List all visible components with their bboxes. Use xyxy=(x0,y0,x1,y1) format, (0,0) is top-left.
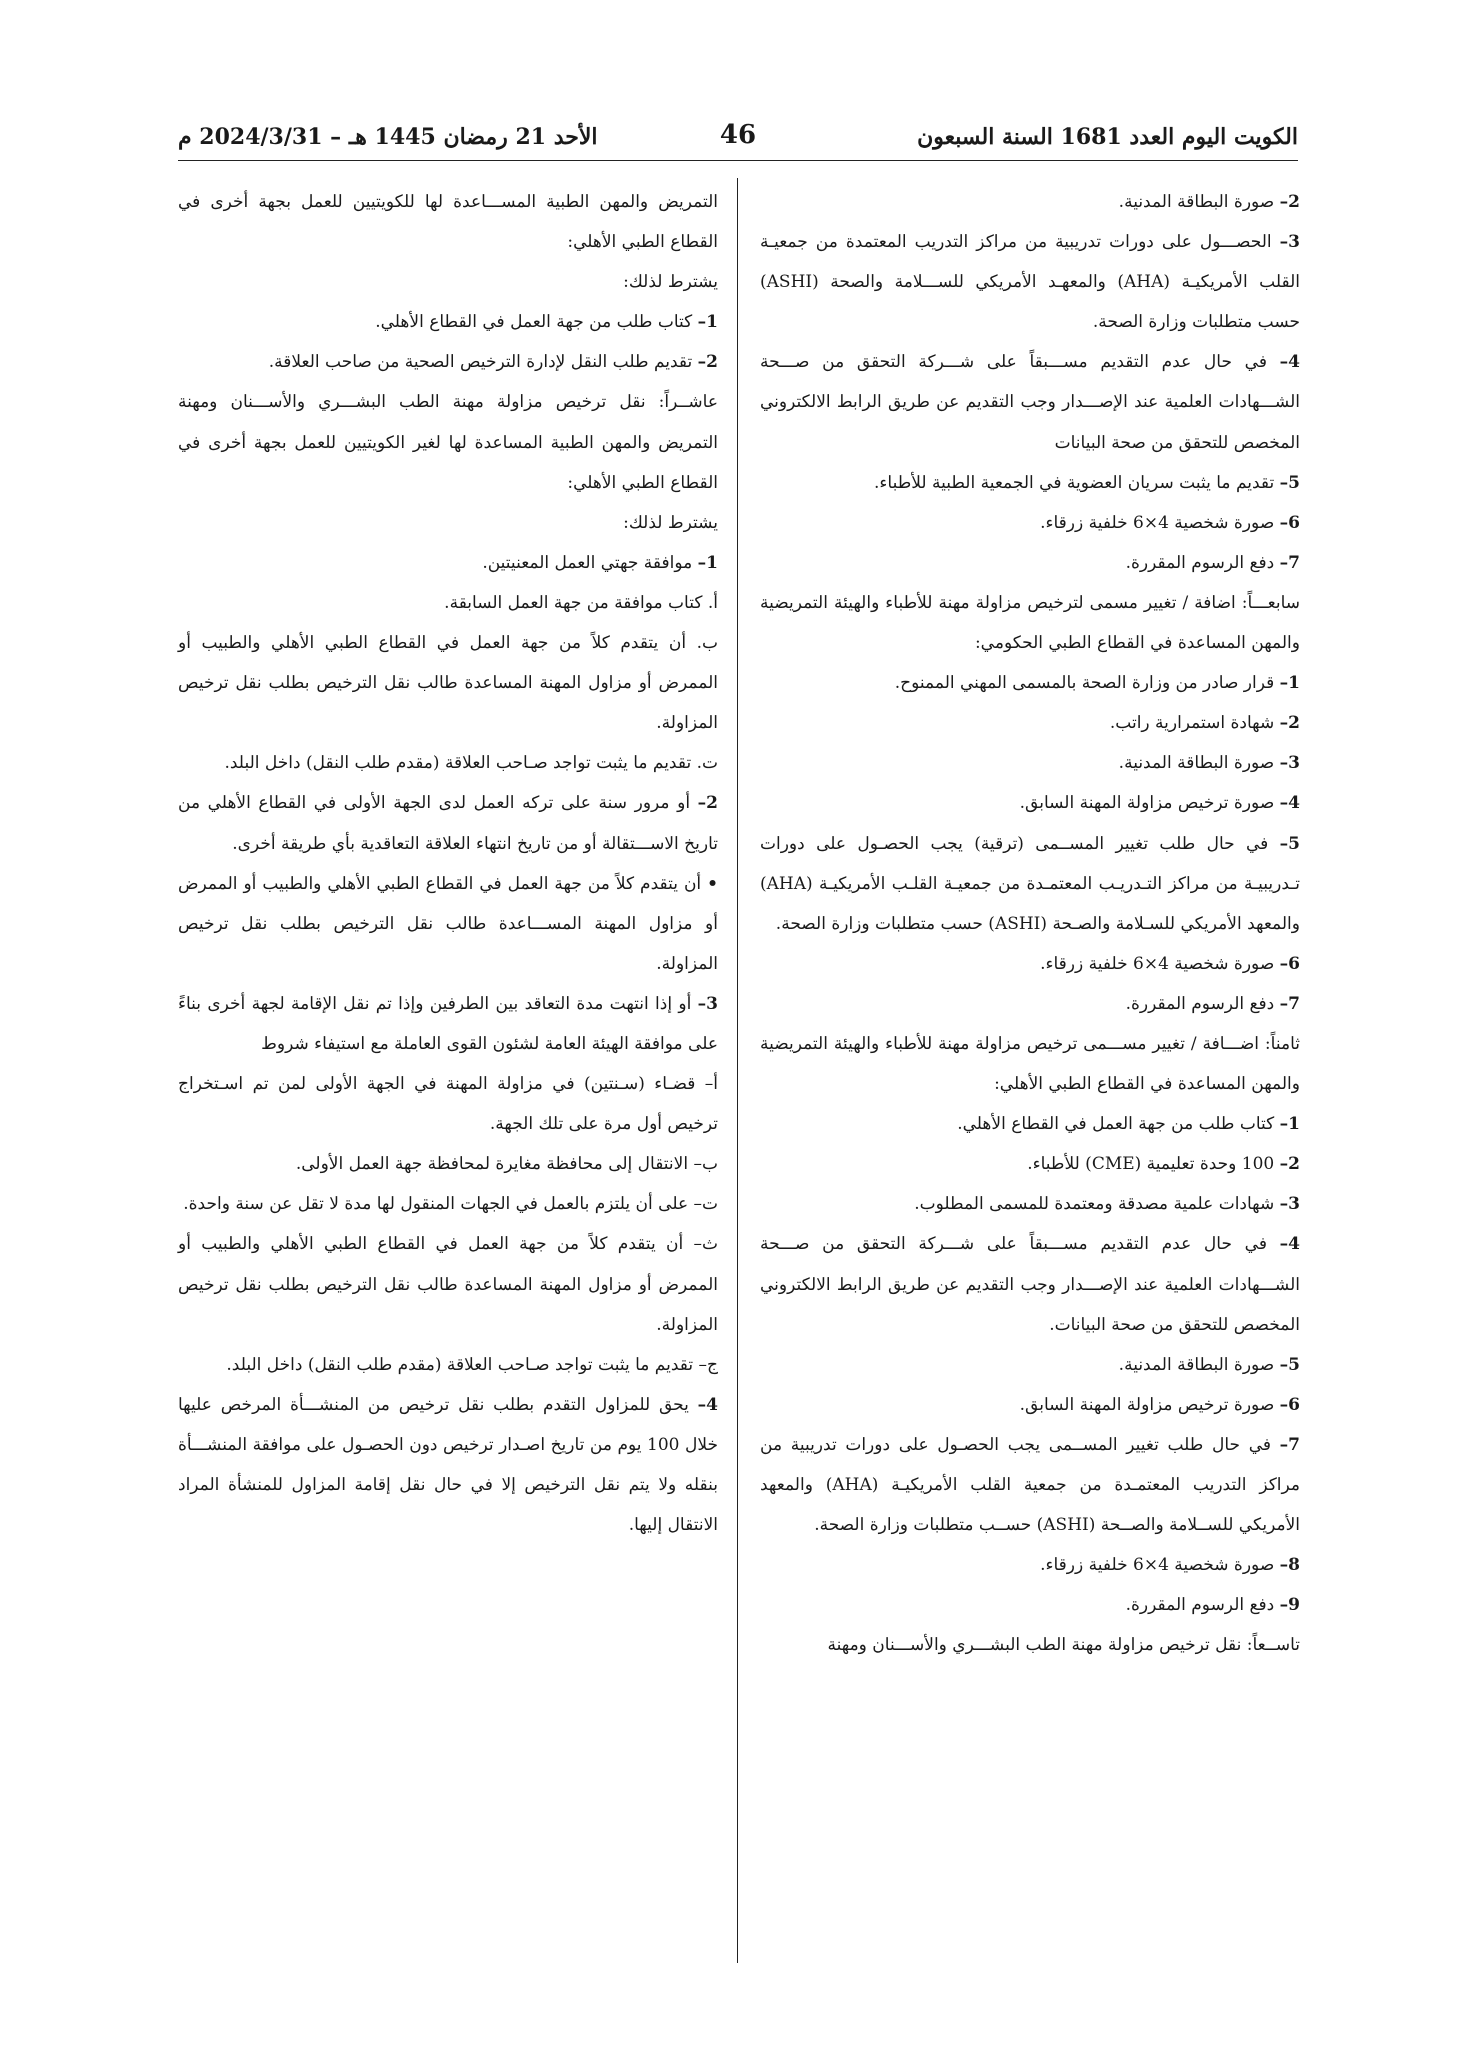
item-number: 6– xyxy=(1279,953,1300,974)
paragraph-text: يحق للمزاول التقدم بطلب نقل ترخيص من المنشـــأة المرخص عليها خلال 100 يوم من تاريخ اصـدار ترخيص دون الحصـول على موافقة المنشـــأة بنقله ولا يتم نقل الترخيص إلا في حال نقل إقامة المزاول للمنشأة المراد الانتقال إليها. xyxy=(178,1394,718,1536)
paragraph-text: ت– على أن يلتزم بالعمل في الجهات المنقول لها مدة لا تقل عن سنة واحدة. xyxy=(183,1194,718,1215)
paragraph-text: صورة شخصية 4×6 خلفية زرقاء. xyxy=(1040,1555,1280,1576)
paragraph-text: شهادة استمرارية راتب. xyxy=(1109,713,1280,734)
item-number: 7– xyxy=(1279,993,1300,1014)
paragraph xyxy=(760,1425,1300,1545)
paragraph-text: شهادات علمية مصدقة ومعتمدة للمسمى المطلوب. xyxy=(914,1194,1280,1215)
paragraph-text: ث– أن يتقدم كلاً من جهة العمل في القطاع الطبي الأهلي والطبيب أو الممرض أو مزاول المهنة المساعدة طالب نقل الترخيص بطلب نقل ترخيص المزاولة. xyxy=(178,1234,718,1335)
paragraph xyxy=(178,984,718,1064)
item-number: 4– xyxy=(1279,1234,1300,1255)
paragraph xyxy=(178,864,718,984)
paragraph-text: الحصـــول على دورات تدريبية من مراكز التدريب المعتمدة من جمعيـة القلب الأمريكيـة (AHA) والمعهـد الأمريكي للســـلامة والصحة (ASHI) حسب متطلبات وزارة الصحة. xyxy=(760,232,1300,333)
paragraph xyxy=(760,1184,1300,1224)
paragraph xyxy=(760,1625,1300,1665)
paragraph-text: في حال طلب تغيير المســمى (ترقية) يجب الحصـول على دورات تـدريبيـة من مراكز التـدريـب المعتمـدة من جمعيـة القلـب الأمريكيـة (AHA) والمعهد الأمريكي للسـلامة والصـحة (ASHI) حسب متطلبات وزارة الصحة. xyxy=(760,833,1300,934)
paragraph-text: ج– تقديم ما يثبت تواجد صـاحب العلاقة (مقدم طلب النقل) داخل البلد. xyxy=(226,1354,718,1375)
paragraph-text: 100 وحدة تعليمية (CME) للأطباء. xyxy=(1027,1154,1280,1175)
paragraph xyxy=(760,342,1300,462)
paragraph xyxy=(178,1184,718,1224)
item-number: 2– xyxy=(1279,713,1300,734)
paragraph xyxy=(178,262,718,302)
paragraph-text: صورة البطاقة المدنية. xyxy=(1118,753,1280,774)
paragraph-text: أن يتقدم كلاً من جهة العمل في القطاع الطبي الأهلي والطبيب أو الممرض أو مزاول المهنة المســـاعدة طالب نقل الترخيص بطلب نقل ترخيص المزاولة. xyxy=(178,873,718,974)
item-number: 6– xyxy=(1279,1394,1300,1415)
paragraph-text: كتاب طلب من جهة العمل في القطاع الأهلي. xyxy=(375,312,698,333)
paragraph xyxy=(760,583,1300,663)
item-number: 1– xyxy=(1279,673,1300,694)
paragraph-text: في حال عدم التقديم مســـبقاً على شـــركة التحقق من صـــحة الشـــهادات العلمية عند الإصـــدار وجب التقديم عن طريق الرابط الالكتروني المخصص للتحقق من صحة البيانات. xyxy=(760,1234,1300,1335)
paragraph xyxy=(760,984,1300,1024)
paragraph xyxy=(760,463,1300,503)
item-number: 2– xyxy=(697,352,718,373)
item-number: 3– xyxy=(697,993,718,1014)
paragraph-text: قرار صادر من وزارة الصحة بالمسمى المهني الممنوح. xyxy=(894,673,1280,694)
left-column xyxy=(178,182,718,1545)
paragraph-text: سابعـــاً: اضافة / تغيير مسمى لترخيص مزاولة مهنة للأطباء والهيئة التمريضية والمهن المساعدة في القطاع الطبي الحكومي: xyxy=(760,592,1300,654)
paragraph-text: أو مرور سنة على تركه العمل لدى الجهة الأولى في القطاع الأهلي من تاريخ الاســـتقالة أو من تاريخ انتهاء العلاقة التعاقدية بأي طريقة أخرى. xyxy=(178,793,718,854)
paragraph-text: صورة شخصية 4×6 خلفية زرقاء. xyxy=(1040,512,1280,533)
paragraph xyxy=(178,623,718,743)
header-rule xyxy=(178,160,1298,161)
paragraph xyxy=(760,1345,1300,1385)
paragraph xyxy=(178,342,718,382)
paragraph-text: موافقة جهتي العمل المعنيتين. xyxy=(482,552,698,573)
paragraph xyxy=(178,1144,718,1184)
item-number: 3– xyxy=(1279,753,1300,774)
paragraph xyxy=(760,1545,1300,1585)
right-column xyxy=(760,182,1300,1665)
paragraph xyxy=(760,222,1300,342)
paragraph xyxy=(178,583,718,623)
paragraph-text: صورة شخصية 4×6 خلفية زرقاء. xyxy=(1040,953,1280,974)
paragraph-text: أ. كتاب موافقة من جهة العمل السابقة. xyxy=(444,592,718,613)
paragraph-text: أو إذا انتهت مدة التعاقد بين الطرفين وإذا تم نقل الإقامة لجهة أخرى بناءً على موافقة الهيئة العامة لشئون القوى العاملة مع استيفاء شروط xyxy=(178,993,718,1054)
paragraph-text: تاســعاً: نقل ترخيص مزاولة مهنة الطب البشـــري والأســـنان ومهنة xyxy=(827,1635,1300,1656)
item-number: 4– xyxy=(1279,352,1300,373)
item-number: 9– xyxy=(1279,1595,1300,1616)
item-number: 4– xyxy=(1279,793,1300,814)
paragraph xyxy=(178,543,718,583)
paragraph xyxy=(760,944,1300,984)
paragraph xyxy=(760,1144,1300,1184)
item-number: 2– xyxy=(1279,1154,1300,1175)
issue-date: الأحد 21 رمضان 1445 هـ – 2024/3/31 م xyxy=(178,124,598,150)
paragraph xyxy=(760,743,1300,783)
paragraph-text: تقديم طلب النقل لإدارة الترخيص الصحية من صاحب العلاقة. xyxy=(268,352,698,373)
item-number: 5– xyxy=(1279,833,1300,854)
item-number: 5– xyxy=(1279,472,1300,493)
paragraph-text: دفع الرسوم المقررة. xyxy=(1125,1595,1280,1616)
paragraph xyxy=(760,1224,1300,1344)
paragraph-text: يشترط لذلك: xyxy=(623,512,718,533)
item-number: 3– xyxy=(1279,1194,1300,1215)
page-number: 46 xyxy=(719,120,757,150)
paragraph xyxy=(178,302,718,342)
item-number: 5– xyxy=(1279,1354,1300,1375)
paragraph xyxy=(760,663,1300,703)
paragraph-text: ثامناً: اضـــافة / تغيير مســـمى ترخيص مزاولة مهنة للأطباء والهيئة التمريضية والمهن المساعدة في القطاع الطبي الأهلي: xyxy=(760,1033,1300,1095)
paragraph-text: التمريض والمهن الطبية المســـاعدة لها للكويتيين للعمل بجهة أخرى في القطاع الطبي الأهلي: xyxy=(178,192,718,253)
item-number: 6– xyxy=(1279,512,1300,533)
item-number: 1– xyxy=(1279,1114,1300,1135)
item-number: 3– xyxy=(1279,232,1300,253)
item-number: 1– xyxy=(697,312,718,333)
paragraph xyxy=(760,783,1300,823)
item-number: • xyxy=(707,873,718,894)
paragraph-text: صورة ترخيص مزاولة المهنة السابق. xyxy=(1019,793,1280,814)
paragraph xyxy=(178,1064,718,1144)
paragraph-text: في حال طلب تغيير المســمى يجب الحصـول على دورات تدريبية من مراكز التدريب المعتمـدة من جمعية القلب الأمريكيـة (AHA) والمعهد الأمريكي للســلامة والصــحة (ASHI) حســب متطلبات وزارة الصحة. xyxy=(760,1434,1300,1536)
paragraph xyxy=(760,1104,1300,1144)
paragraph xyxy=(760,703,1300,743)
paragraph-text: صورة البطاقة المدنية. xyxy=(1118,192,1280,212)
paragraph xyxy=(178,503,718,543)
paragraph xyxy=(178,1224,718,1344)
item-number: 2– xyxy=(697,793,718,814)
item-number: 1– xyxy=(697,552,718,573)
paragraph-text: صورة ترخيص مزاولة المهنة السابق. xyxy=(1019,1394,1280,1415)
paragraph-text: عاشــراً: نقل ترخيص مزاولة مهنة الطب البشـــري والأســـنان ومهنة التمريض والمهن الطبية المساعدة لها لغير الكويتيين للعمل بجهة أخرى في القطاع الطبي الأهلي: xyxy=(178,392,718,493)
paragraph-text: يشترط لذلك: xyxy=(623,272,718,293)
paragraph-text: دفع الرسوم المقررة. xyxy=(1125,993,1280,1014)
paragraph xyxy=(760,503,1300,543)
paragraph xyxy=(760,1585,1300,1625)
paragraph-text: كتاب طلب من جهة العمل في القطاع الأهلي. xyxy=(957,1114,1280,1135)
paragraph-text: تقديم ما يثبت سريان العضوية في الجمعية الطبية للأطباء. xyxy=(874,472,1280,493)
item-number: 8– xyxy=(1279,1555,1300,1576)
paragraph xyxy=(760,543,1300,583)
paragraph xyxy=(760,1024,1300,1104)
paragraph-text: ب– الانتقال إلى محافظة مغايرة لمحافظة جهة العمل الأولى. xyxy=(295,1154,718,1175)
paragraph xyxy=(760,824,1300,944)
paragraph xyxy=(178,743,718,783)
column-divider xyxy=(737,178,738,1963)
item-number: 7– xyxy=(1279,1434,1300,1455)
issue-info: الكويت اليوم العدد 1681 السنة السبعون xyxy=(917,124,1298,150)
paragraph-text: صورة البطاقة المدنية. xyxy=(1118,1354,1280,1375)
paragraph-text: ب. أن يتقدم كلاً من جهة العمل في القطاع الطبي الأهلي والطبيب أو الممرض أو مزاول المهنة المساعدة طالب نقل الترخيص بطلب نقل ترخيص المزاولة. xyxy=(178,633,718,734)
paragraph xyxy=(178,1385,718,1545)
paragraph xyxy=(760,182,1300,222)
item-number: 2– xyxy=(1279,192,1300,212)
paragraph xyxy=(178,1345,718,1385)
paragraph-text: أ– قضـاء (سـنتين) في مزاولة المهنة في الجهة الأولى لمن تم اسـتخراج ترخيص أول مرة على تلك الجهة. xyxy=(178,1074,718,1135)
page-header xyxy=(178,120,1298,156)
paragraph xyxy=(178,182,718,262)
paragraph xyxy=(178,382,718,502)
paragraph-text: دفع الرسوم المقررة. xyxy=(1125,552,1280,573)
item-number: 4– xyxy=(697,1394,718,1415)
paragraph-text: ت. تقديم ما يثبت تواجد صـاحب العلاقة (مقدم طلب النقل) داخل البلد. xyxy=(224,753,718,774)
paragraph xyxy=(178,783,718,863)
paragraph xyxy=(760,1385,1300,1425)
item-number: 7– xyxy=(1279,552,1300,573)
paragraph-text: في حال عدم التقديم مســـبقاً على شـــركة التحقق من صـــحة الشـــهادات العلمية عند الإصـــدار وجب التقديم عن طريق الرابط الالكتروني المخصص للتحقق من صحة البيانات xyxy=(760,352,1300,453)
